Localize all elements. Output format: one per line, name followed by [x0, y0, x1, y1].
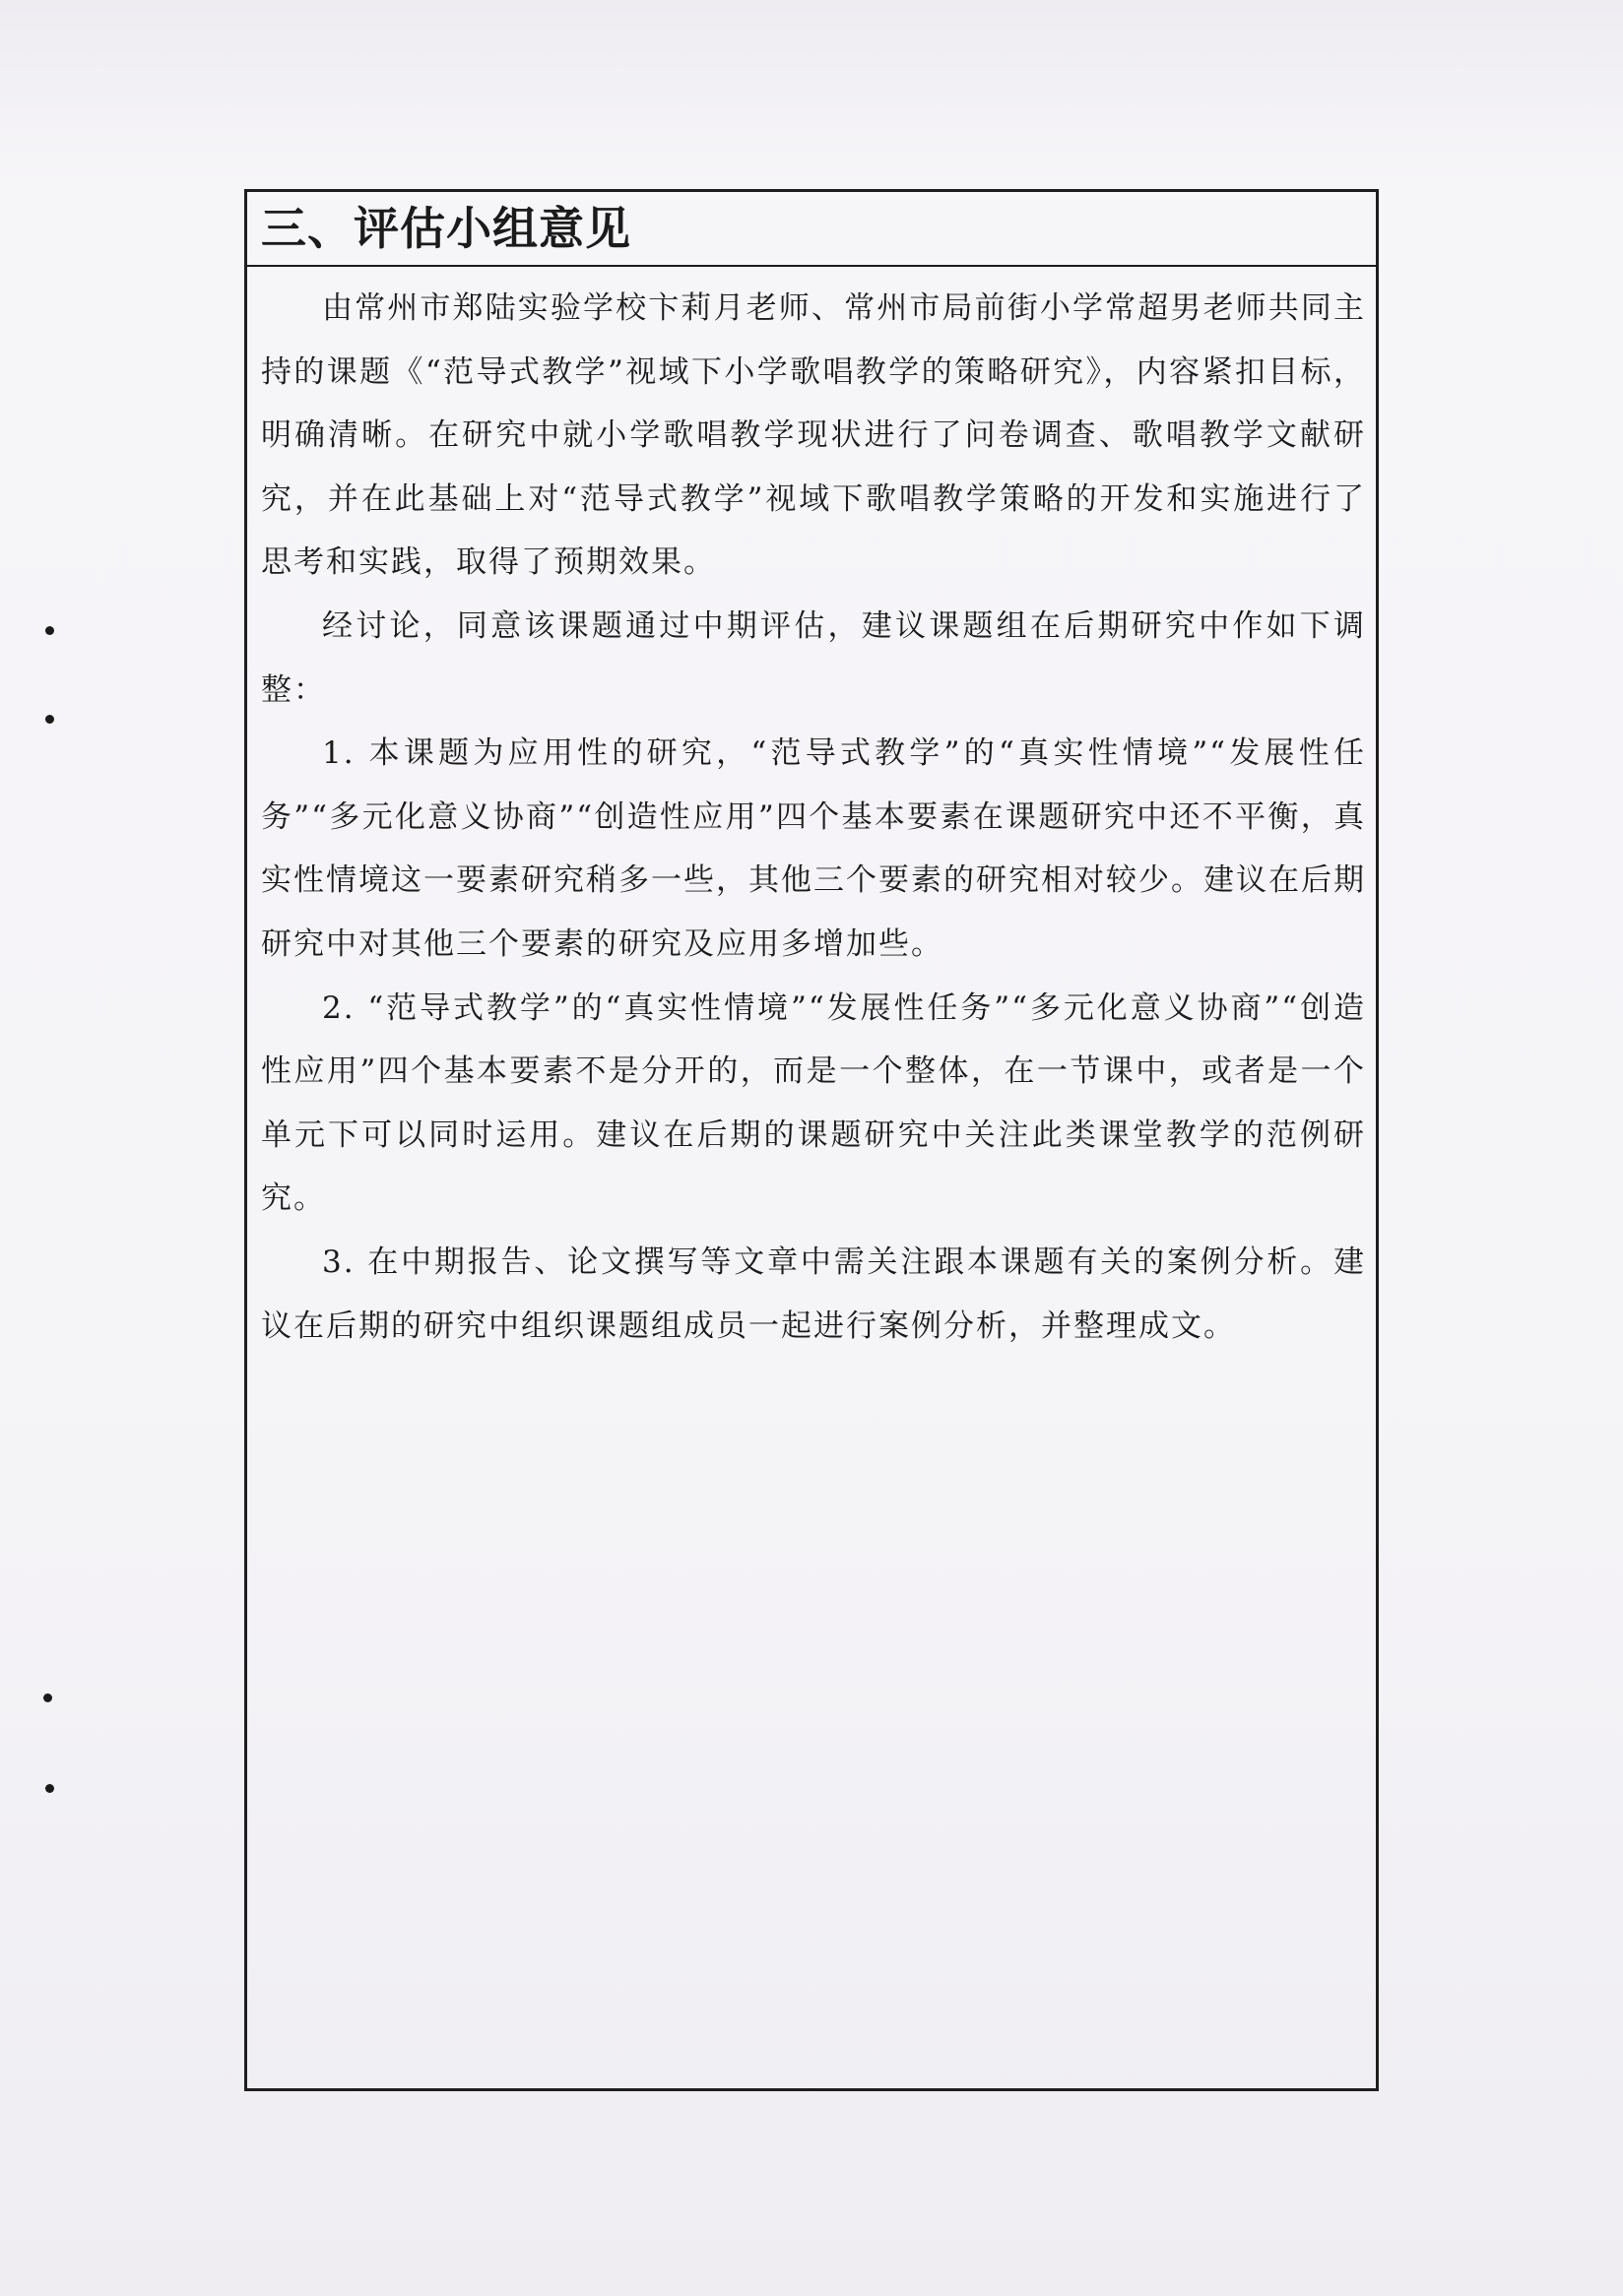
- paragraph-suggestion-2: 2. “范导式教学”的“真实性情境”“发展性任务”“多元化意义协商”“创造性应用”四个基本要素不是分开的，而是一个整体，在一节课中，或者是一个单元下可以同时运用。建议在后期的课题研究中关注此类课堂教学的范例研究。: [261, 989, 1366, 1217]
- section-header-row: [247, 192, 1376, 267]
- evaluation-form-table: [244, 189, 1379, 2091]
- paragraph-suggestion-3: 3. 在中期报告、论文撰写等文章中需关注跟本课题有关的案例分析。建议在后期的研究中组织课题组成员一起进行案例分析，并整理成文。: [261, 1244, 1366, 1344]
- paragraph-summary: 由常州市郑陆实验学校卞莉月老师、常州市局前街小学常超男老师共同主持的课题《“范导式教学”视域下小学歌唱教学的策略研究》，内容紧扣目标，明确清晰。在研究中就小学歌唱教学现状进行了问卷调查、歌唱教学文献研究，并在此基础上对“范导式教学”视域下歌唱教学策略的开发和实施进行了思考和实践，取得了预期效果。: [261, 290, 1366, 581]
- section-title: 三、评估小组意见: [261, 202, 631, 255]
- binding-hole-mark: [45, 715, 54, 724]
- paragraph-suggestion-1: 1. 本课题为应用性的研究，“范导式教学”的“真实性情境”“发展性任务”“多元化意义协商”“创造性应用”四个基本要素在课题研究中还不平衡，真实性情境这一要素研究稍多一些，其他三个要素的研究相对较少。建议在后期研究中对其他三个要素的研究及应用多增加些。: [261, 735, 1366, 962]
- binding-hole-mark: [45, 626, 54, 635]
- binding-hole-mark: [45, 1784, 54, 1793]
- binding-hole-mark: [43, 1693, 52, 1702]
- opinion-body: [261, 277, 1366, 1358]
- paragraph-conclusion: 经讨论，同意该课题通过中期评估，建议课题组在后期研究中作如下调整：: [261, 607, 1366, 708]
